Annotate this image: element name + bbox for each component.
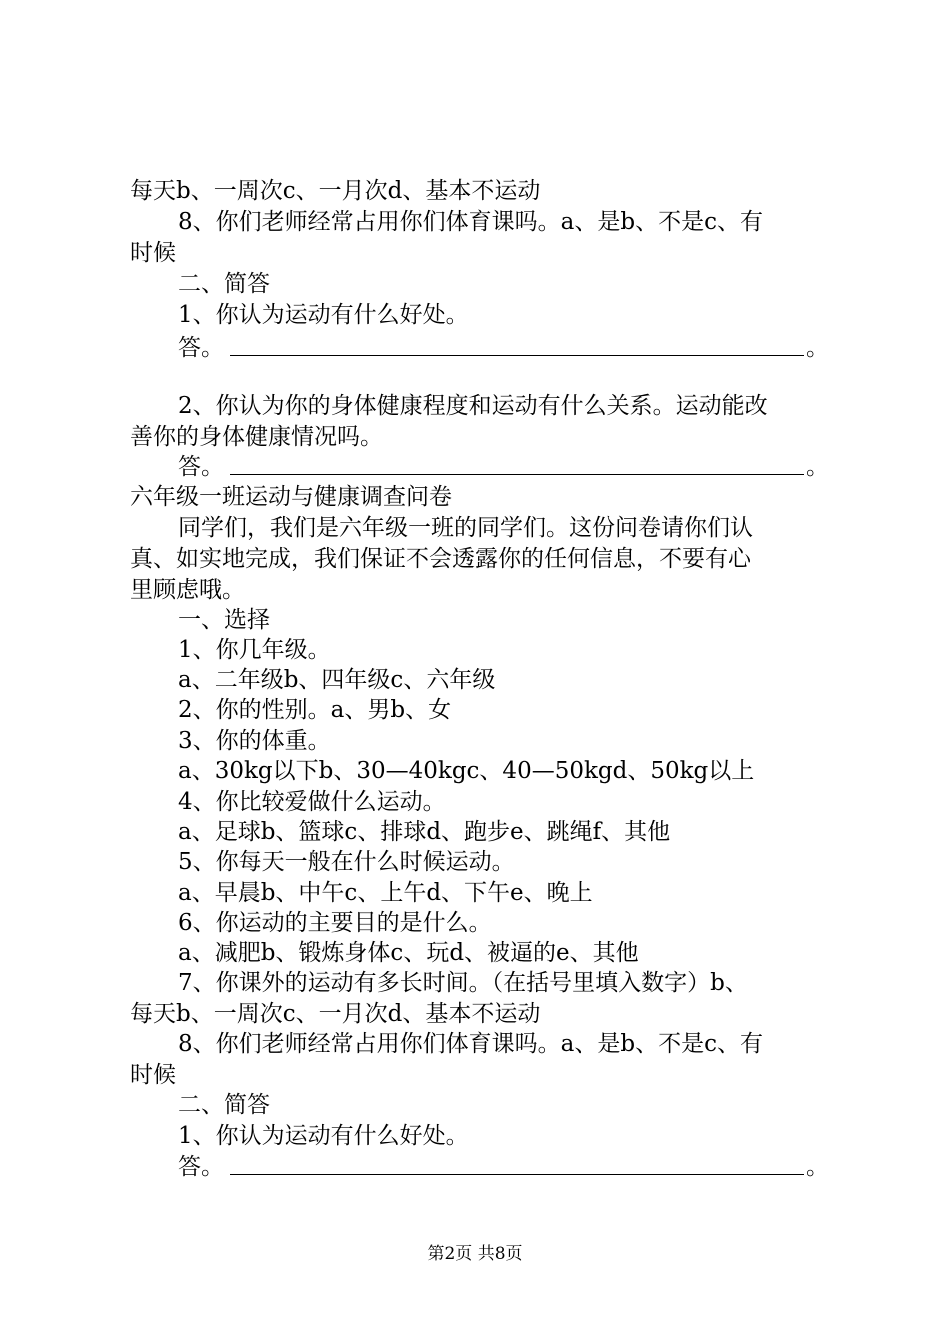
answer-line — [178, 1152, 829, 1182]
short-answer-question-1: 1、你认为运动有什么好处。 — [178, 302, 469, 328]
text-line: 每天b、一周次c、一月次d、基本不运动 — [130, 178, 541, 204]
intro-paragraph: 里顾虑哦。 — [130, 577, 245, 603]
question-4: 4、你比较爱做什么运动。 — [178, 789, 446, 815]
answer-line — [178, 452, 829, 482]
short-answer-question-2: 2、你认为你的身体健康程度和运动有什么关系。运动能改 — [178, 393, 768, 419]
question-8: 8、你们老师经常占用你们体育课吗。a、是b、不是c、有 — [178, 1031, 763, 1057]
question-2: 2、你的性别。a、男b、女 — [178, 697, 452, 723]
answer-label: 答。 — [178, 1154, 224, 1180]
question-1-options: a、二年级b、四年级c、六年级 — [178, 667, 496, 693]
intro-paragraph: 真、如实地完成，我们保证不会透露你的任何信息，不要有心 — [130, 546, 751, 572]
answer-end: 。 — [806, 454, 829, 480]
question-3: 3、你的体重。 — [178, 728, 331, 754]
question-4-options: a、足球b、篮球c、排球d、跑步e、跳绳f、其他 — [178, 819, 671, 845]
section-heading-short-answer: 二、简答 — [178, 271, 270, 297]
answer-end: 。 — [806, 1154, 829, 1180]
question-6: 6、你运动的主要目的是什么。 — [178, 910, 492, 936]
text-line: 时候 — [130, 1062, 176, 1088]
text-line: 善你的身体健康情况吗。 — [130, 424, 383, 450]
question-8: 8、你们老师经常占用你们体育课吗。a、是b、不是c、有 — [178, 209, 763, 235]
question-7: 7、你课外的运动有多长时间。（在括号里填入数字）b、 — [178, 970, 748, 996]
question-3-options: a、30kg以下b、30—40kgc、40—50kgd、50kg以上 — [178, 758, 755, 784]
answer-line — [178, 333, 829, 363]
answer-blank — [230, 1152, 804, 1175]
question-1: 1、你几年级。 — [178, 637, 331, 663]
page-number: 第2页 共8页 — [427, 1244, 523, 1264]
survey-title: 六年级一班运动与健康调查问卷 — [130, 484, 452, 510]
question-6-options: a、减肥b、锻炼身体c、玩d、被逼的e、其他 — [178, 940, 639, 966]
question-5-options: a、早晨b、中午c、上午d、下午e、晚上 — [178, 880, 593, 906]
answer-blank — [230, 333, 804, 356]
text-line: 时候 — [130, 240, 176, 266]
intro-paragraph: 同学们，我们是六年级一班的同学们。这份问卷请你们认 — [178, 515, 753, 541]
section-heading-short-answer: 二、简答 — [178, 1092, 270, 1118]
answer-end: 。 — [806, 335, 829, 361]
answer-blank — [230, 452, 804, 475]
section-heading-choice: 一、选择 — [178, 607, 270, 633]
short-answer-question-1: 1、你认为运动有什么好处。 — [178, 1123, 469, 1149]
answer-label: 答。 — [178, 335, 224, 361]
question-5: 5、你每天一般在什么时候运动。 — [178, 849, 515, 875]
answer-label: 答。 — [178, 454, 224, 480]
question-7-options: 每天b、一周次c、一月次d、基本不运动 — [130, 1001, 541, 1027]
